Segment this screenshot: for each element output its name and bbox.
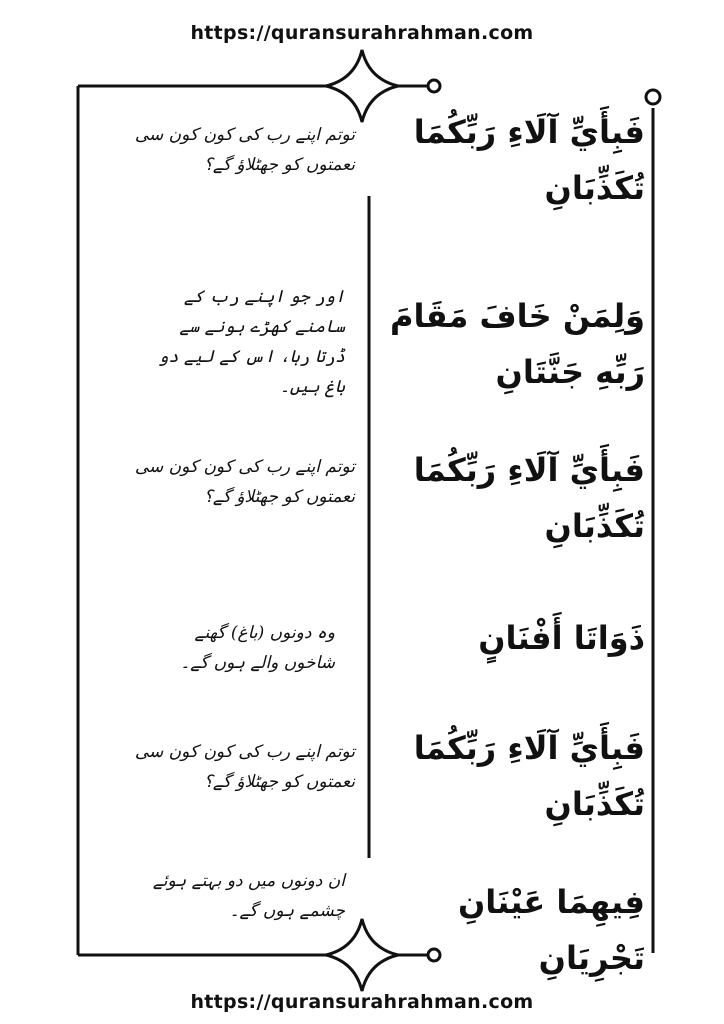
verse-arabic: فَبِأَيِّ آلَاءِ رَبِّكُمَا تُكَذِّبَانِ [413,451,645,545]
header-url[interactable]: https://quransurahrahman.com [190,22,534,44]
verse-translation: وہ دونوں (باغ) گھنے شاخوں والے ہوں گے۔ [180,623,335,673]
footer-url[interactable]: https://quransurahrahman.com [190,991,534,1013]
verse-arabic: وَلِمَنْ خَافَ مَقَامَ رَبِّهِ جَنَّتَانِ [390,297,645,391]
verse-arabic: فِيهِمَا عَيْنَانِ تَجْرِيَانِ [457,883,645,977]
verse-arabic: فَبِأَيِّ آلَاءِ رَبِّكُمَا تُكَذِّبَانِ [413,729,645,823]
circle-ornament-top [428,80,440,92]
verse-translation: ان دونوں میں دو بہتے ہوئے چشمے ہوں گے۔ [152,871,345,921]
star-ornament-top-icon [326,50,398,122]
verse-translation: اور جو اپنے رب کے سامنے کھڑے ہونے سے ڈرتا رہا، اس کے لیے دو باغ ہیں۔ [158,287,345,397]
verse-arabic: ذَوَاتَا أَفْنَانٍ [478,619,645,657]
verse-translation: توتم اپنے رب کی کون کون سی نعمتوں کو جھٹلاؤ گے؟ [134,742,355,792]
verse-translation: توتم اپنے رب کی کون کون سی نعمتوں کو جھٹلاؤ گے؟ [134,125,355,175]
verse-arabic: فَبِأَيِّ آلَاءِ رَبِّكُمَا تُكَذِّبَانِ [413,113,645,207]
verse-translation: توتم اپنے رب کی کون کون سی نعمتوں کو جھٹلاؤ گے؟ [134,457,355,507]
circle-ornament-top-right [646,90,660,104]
